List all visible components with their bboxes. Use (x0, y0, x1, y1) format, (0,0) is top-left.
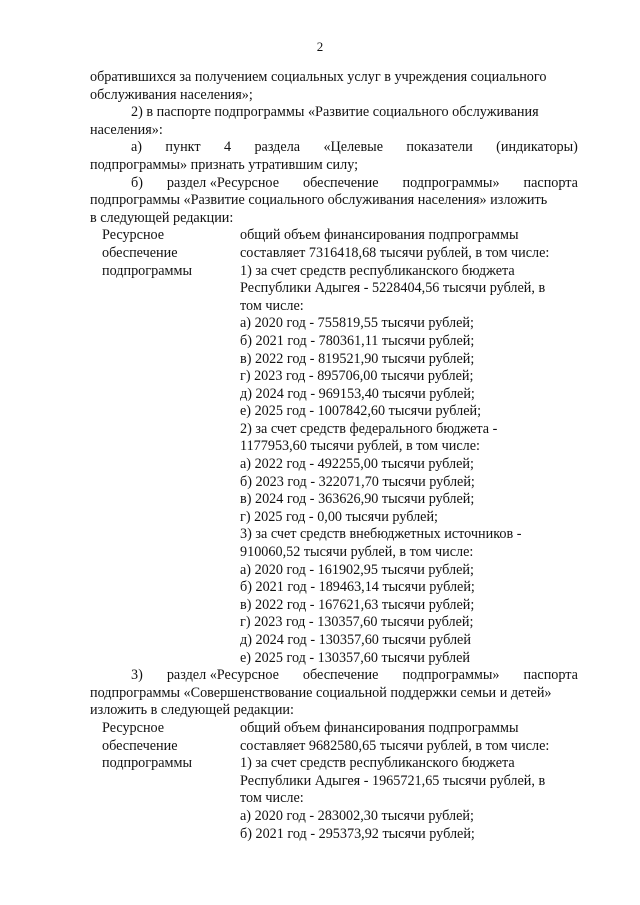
paragraph-b-line-3: в следующей редакции: (90, 209, 234, 226)
value-line: 1177953,60 тысячи рублей, в том числе: (240, 438, 480, 455)
word: пункт (165, 139, 201, 156)
word: подпрограммы» (402, 667, 500, 684)
value-line: 2) за счет средств федерального бюджета - (240, 420, 498, 437)
label-line: обеспечение (102, 244, 178, 261)
label-line: обеспечение (102, 737, 178, 754)
word: подпрограммы» (402, 174, 500, 191)
word: раздел «Ресурсное (166, 174, 280, 191)
value-line: 910060,52 тысячи рублей, в том числе: (240, 544, 474, 561)
label-line: подпрограммы (102, 755, 192, 772)
value-line: а) 2020 год - 283002,30 тысячи рублей; (240, 807, 474, 824)
label-line: подпрограммы (102, 262, 192, 279)
value-line: общий объем финансирования подпрограммы (240, 227, 519, 244)
word: раздел «Ресурсное (166, 667, 279, 684)
value-line: е) 2025 год - 130357,60 тысячи рублей (240, 649, 470, 666)
word: 3) (131, 667, 143, 684)
label-line: Ресурсное (102, 719, 165, 736)
value-line: общий объем финансирования подпрограммы (240, 719, 519, 736)
paragraph-b-line-2: подпрограммы «Развитие социального обслуживания населения» изложить (90, 192, 548, 209)
value-line: Республики Адыгея - 1965721,65 тысячи рублей, в (240, 772, 546, 789)
word: раздела (254, 139, 301, 156)
paragraph-3-line-3: изложить в следующей редакции: (90, 702, 294, 719)
word: 4 (223, 139, 232, 156)
paragraph-3-line-1 (90, 667, 578, 685)
value-line: д) 2024 год - 130357,60 тысячи рублей (240, 632, 471, 648)
value-line: 1) за счет средств республиканского бюджета (240, 262, 515, 279)
word: паспорта (523, 667, 578, 684)
value-line: б) 2021 год - 295373,92 тысячи рублей; (240, 825, 475, 842)
label-line: Ресурсное (102, 227, 165, 244)
word: а) (131, 139, 143, 156)
paragraph-2-line-2: населения»: (90, 121, 163, 138)
paragraph-a-line-1 (90, 139, 578, 157)
value-line: Республики Адыгея - 5228404,56 тысячи рублей, в (240, 280, 546, 297)
resource-table-2-value (240, 720, 578, 843)
resource-table-2-label (90, 720, 240, 843)
value-line: г) 2023 год - 130357,60 тысячи рублей; (240, 614, 474, 631)
word: «Целевые (323, 139, 383, 156)
paragraph-3-line-2: подпрограммы «Совершенствование социальной поддержки семьи и детей» (90, 684, 552, 701)
word: обеспечение (302, 667, 379, 684)
value-line: а) 2022 год - 492255,00 тысячи рублей; (240, 456, 474, 473)
value-line: б) 2023 год - 322071,70 тысячи рублей; (240, 473, 475, 490)
paragraph-1-line-2: обслуживания населения»; (90, 86, 253, 103)
resource-table-1-label (90, 227, 240, 667)
resource-table-2 (90, 720, 578, 843)
value-line: а) 2020 год - 755819,55 тысячи рублей; (240, 315, 474, 332)
value-line: д) 2024 год - 969153,40 тысячи рублей; (240, 385, 475, 402)
value-line: в) 2022 год - 167621,63 тысячи рублей; (240, 596, 475, 613)
word: обеспечение (302, 174, 379, 191)
value-line: г) 2025 год - 0,00 тысячи рублей; (240, 508, 438, 525)
value-line: г) 2023 год - 895706,00 тысячи рублей; (240, 368, 474, 385)
paragraph-1-line-1: обратившихся за получением социальных услуг в учреждения социального (90, 69, 547, 85)
value-line: составляет 7316418,68 тысячи рублей, в том числе: (240, 244, 550, 261)
value-line: в) 2022 год - 819521,90 тысячи рублей; (240, 350, 475, 367)
value-line: том числе: (240, 790, 304, 807)
resource-table-1-value (240, 227, 578, 667)
value-line: том числе: (240, 297, 304, 314)
paragraph-a-line-2: подпрограммы» признать утратившим силу; (90, 156, 359, 173)
word: показатели (406, 139, 473, 156)
value-line: е) 2025 год - 1007842,60 тысячи рублей; (240, 403, 482, 420)
word: (индикаторы) (496, 139, 578, 156)
value-line: составляет 9682580,65 тысячи рублей, в том числе: (240, 737, 550, 754)
value-line: б) 2021 год - 189463,14 тысячи рублей; (240, 579, 475, 596)
value-line: 1) за счет средств республиканского бюджета (240, 755, 515, 772)
document-body (90, 69, 578, 843)
word: паспорта (523, 174, 578, 191)
paragraph-2-line-1: 2) в паспорте подпрограммы «Развитие социального обслуживания (131, 104, 539, 121)
value-line: 3) за счет средств внебюджетных источников - (240, 526, 522, 543)
page-number: 2 (316, 39, 324, 54)
value-line: б) 2021 год - 780361,11 тысячи рублей; (240, 332, 475, 349)
value-line: в) 2024 год - 363626,90 тысячи рублей; (240, 491, 475, 508)
word: б) (131, 174, 143, 191)
paragraph-b-line-1 (90, 175, 578, 193)
value-line: а) 2020 год - 161902,95 тысячи рублей; (240, 561, 474, 578)
resource-table-1 (90, 227, 578, 667)
